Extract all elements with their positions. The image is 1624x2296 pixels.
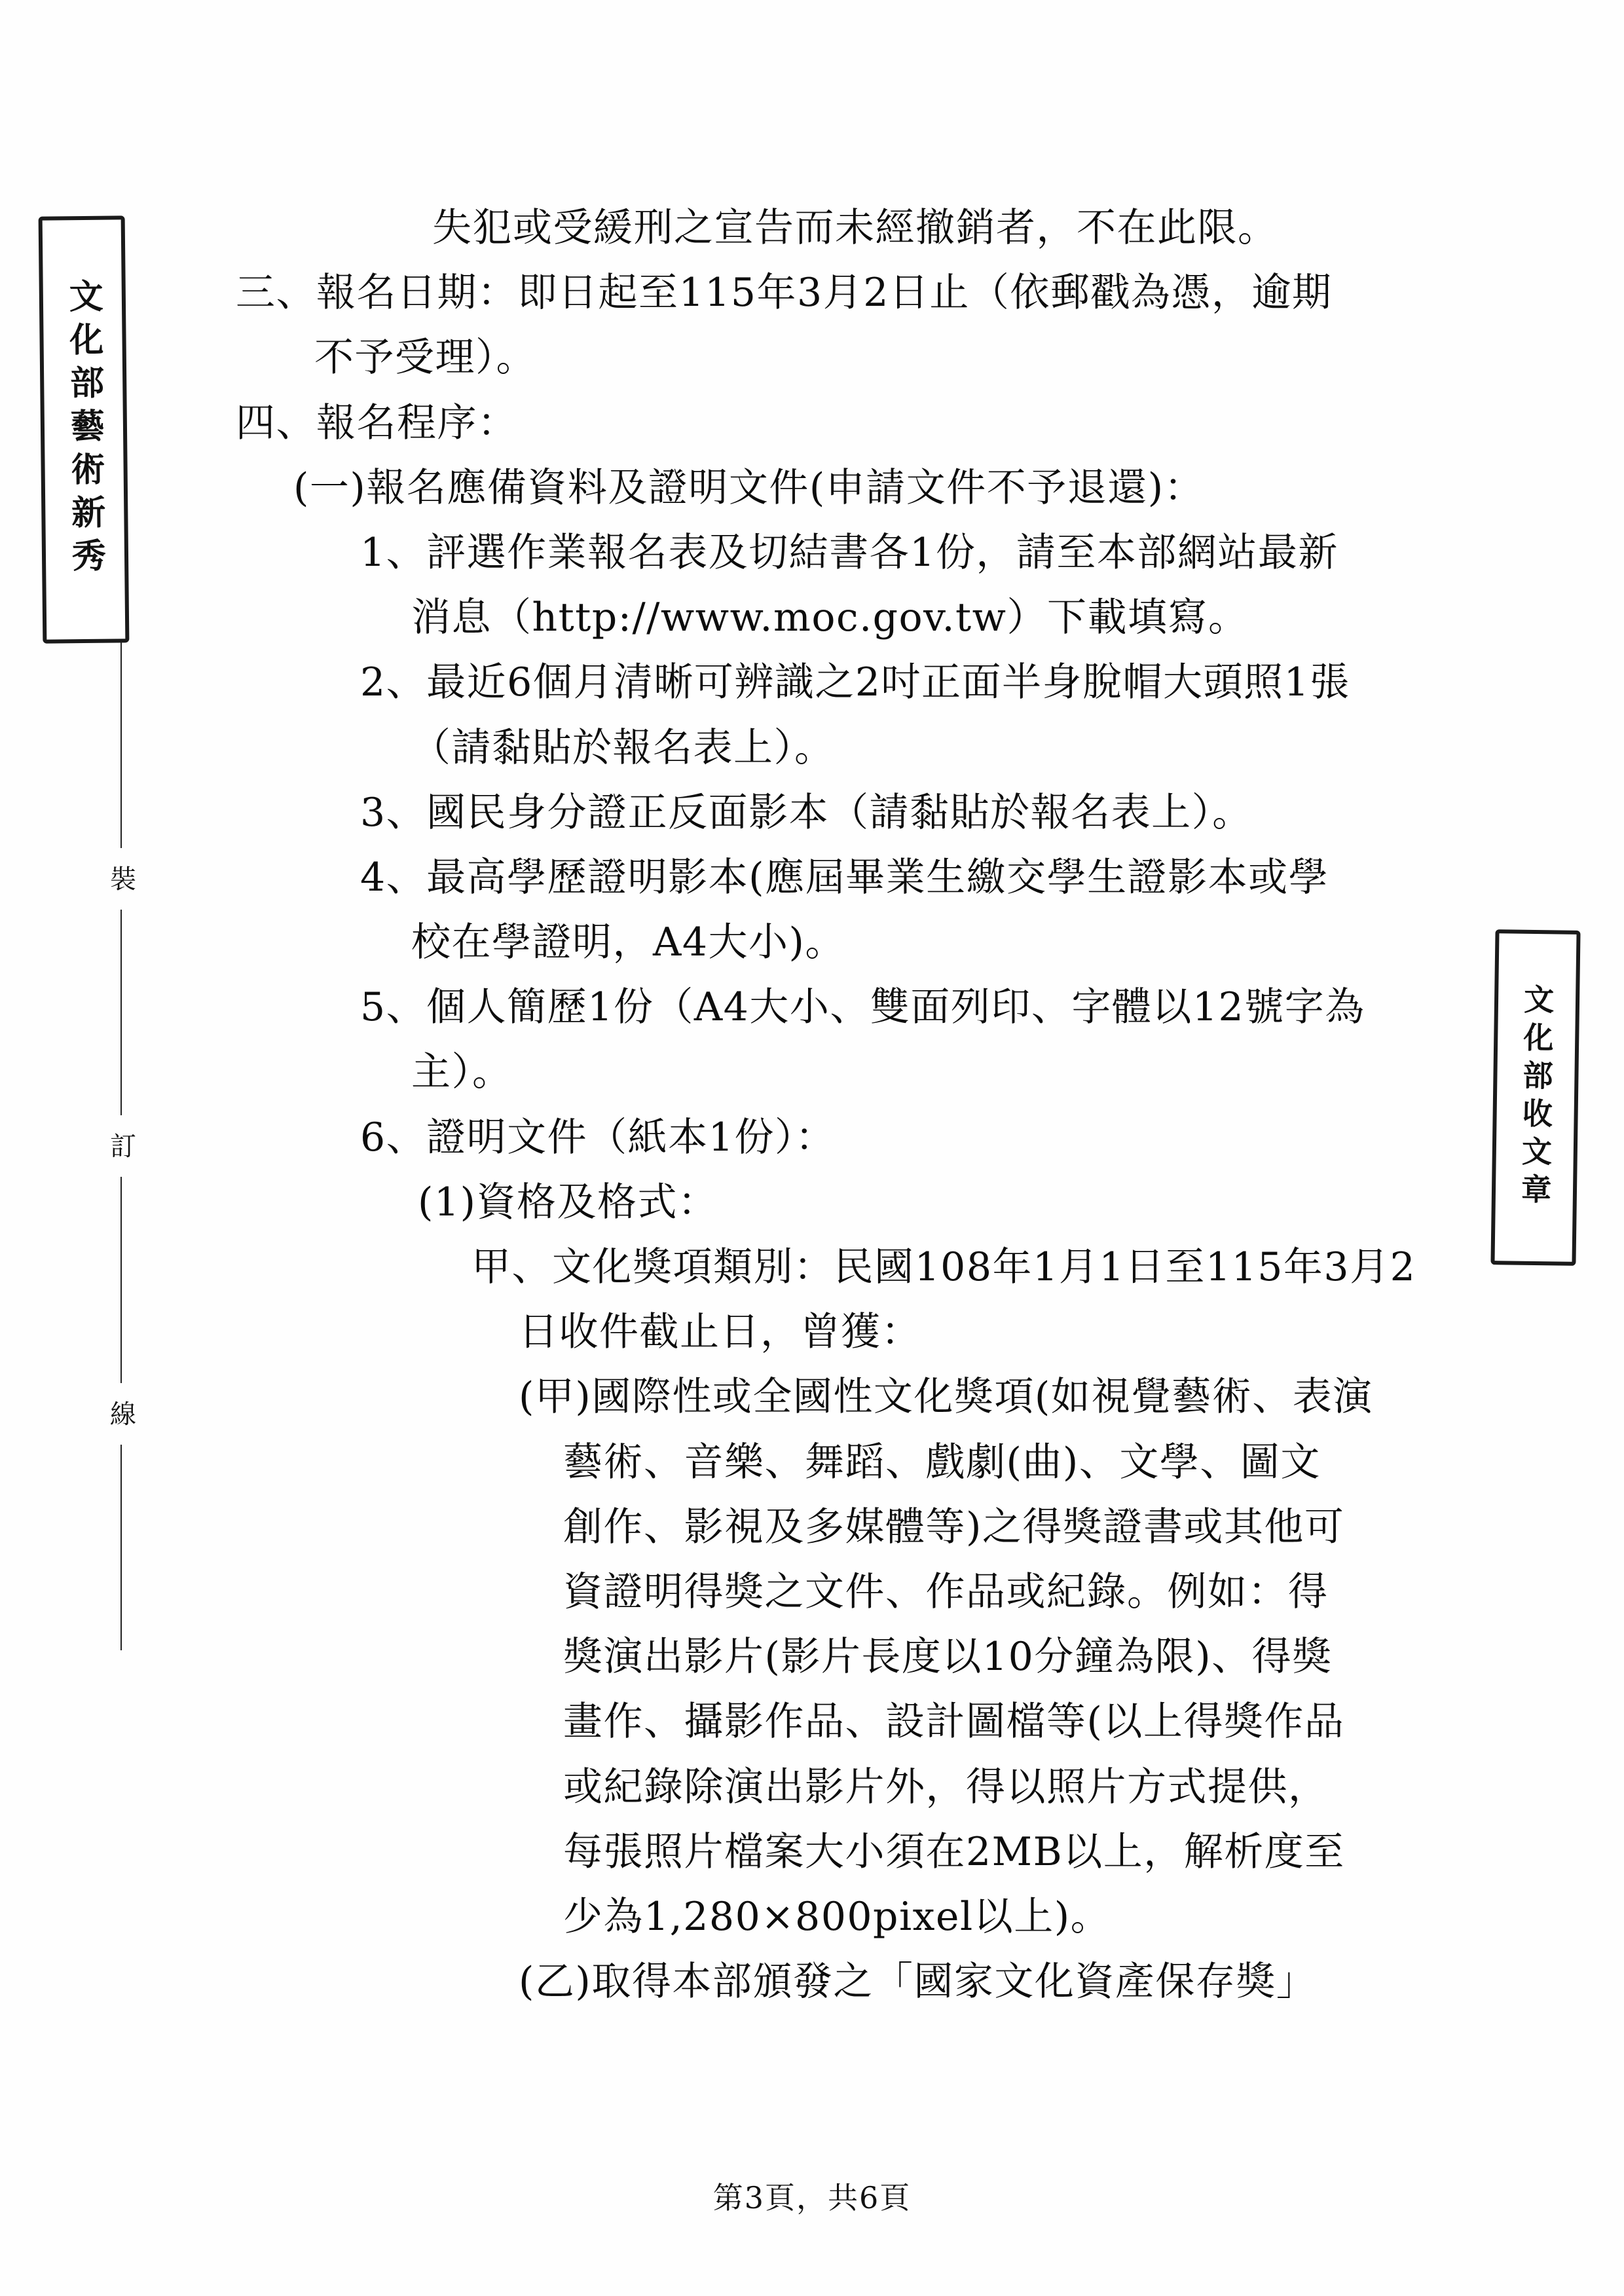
body-line: 5、個人簡歷1份（A4大小、雙面列印、字體以12號字為 [360,984,1365,1031]
body-line: 消息（http://www.moc.gov.tw）下載填寫。 [411,595,1249,641]
binding-label-xian: 線 [105,1399,136,1428]
binding-label-zhuang: 裝 [105,864,136,893]
left-seal-text: 文化部藝術新秀 [62,278,106,582]
binding-label-ding: 訂 [105,1132,136,1160]
body-line: 藝術、音樂、舞蹈、戲劇(曲)、文學、圖文 [563,1439,1321,1485]
binding-line-segment [120,910,122,1116]
body-line: 創作、影視及多媒體等)之得獎證書或其他可 [563,1504,1345,1550]
body-line: 失犯或受緩刑之宣告而未經撤銷者，不在此限。 [432,205,1278,251]
body-line: 畫作、攝影作品、設計圖檔等(以上得獎作品 [563,1699,1345,1745]
binding-line-segment [120,1177,122,1383]
body-line: (乙)取得本部頒發之「國家文化資產保存獎」 [519,1959,1317,2005]
body-line: （請黏貼於報名表上）。 [411,724,835,771]
body-line: 不予受理）。 [314,335,536,381]
page-footer: 第3頁，共6頁 [712,2180,912,2215]
body-line: (1)資格及格式： [418,1179,718,1225]
body-line: 日收件截止日，曾獲： [519,1309,921,1356]
body-line: 1、評選作業報名表及切結書各1份，請至本部網站最新 [360,529,1338,576]
body-line: 2、最近6個月清晰可辨識之2吋正面半身脫帽大頭照1張 [360,659,1350,706]
body-line: 4、最高學歷證明影本(應屆畢業生繳交學生證影本或學 [360,854,1329,900]
body-line: (一)報名應備資料及證明文件(申請文件不予退還)： [293,464,1205,511]
body-line: 6、證明文件（紙本1份）： [360,1114,836,1160]
right-seal-text: 文化部收文章 [1516,983,1555,1212]
body-line: 校在學證明，A4大小)。 [411,919,845,966]
body-line: 獎演出影片(影片長度以10分鐘為限)、得獎 [563,1634,1333,1680]
body-line: 三、報名日期：即日起至115年3月2日止（依郵戳為憑，逾期 [236,270,1333,316]
right-seal-stamp [1490,929,1580,1266]
body-line: 四、報名程序： [236,399,518,446]
binding-line-segment [120,1445,122,1651]
body-line: 少為1,280×800pixel以上)。 [563,1893,1111,1940]
binding-line-segment [120,642,122,848]
left-seal-stamp [39,215,130,643]
body-line: 3、國民身分證正反面影本（請黏貼於報名表上）。 [360,789,1253,836]
body-line: 資證明得獎之文件、作品或紀錄。例如：得 [563,1568,1329,1615]
body-line: 主）。 [411,1049,513,1096]
body-line: 或紀錄除演出影片外，得以照片方式提供， [563,1764,1329,1810]
binding-line-column [98,642,144,1650]
body-line: (甲)國際性或全國性文化獎項(如視覺藝術、表演 [519,1374,1373,1420]
document-body [236,196,1421,2015]
body-line: 甲、文化獎項類別：民國108年1月1日至115年3月2 [471,1244,1416,1290]
body-line: 每張照片檔案大小須在2MB以上，解析度至 [563,1828,1345,1875]
